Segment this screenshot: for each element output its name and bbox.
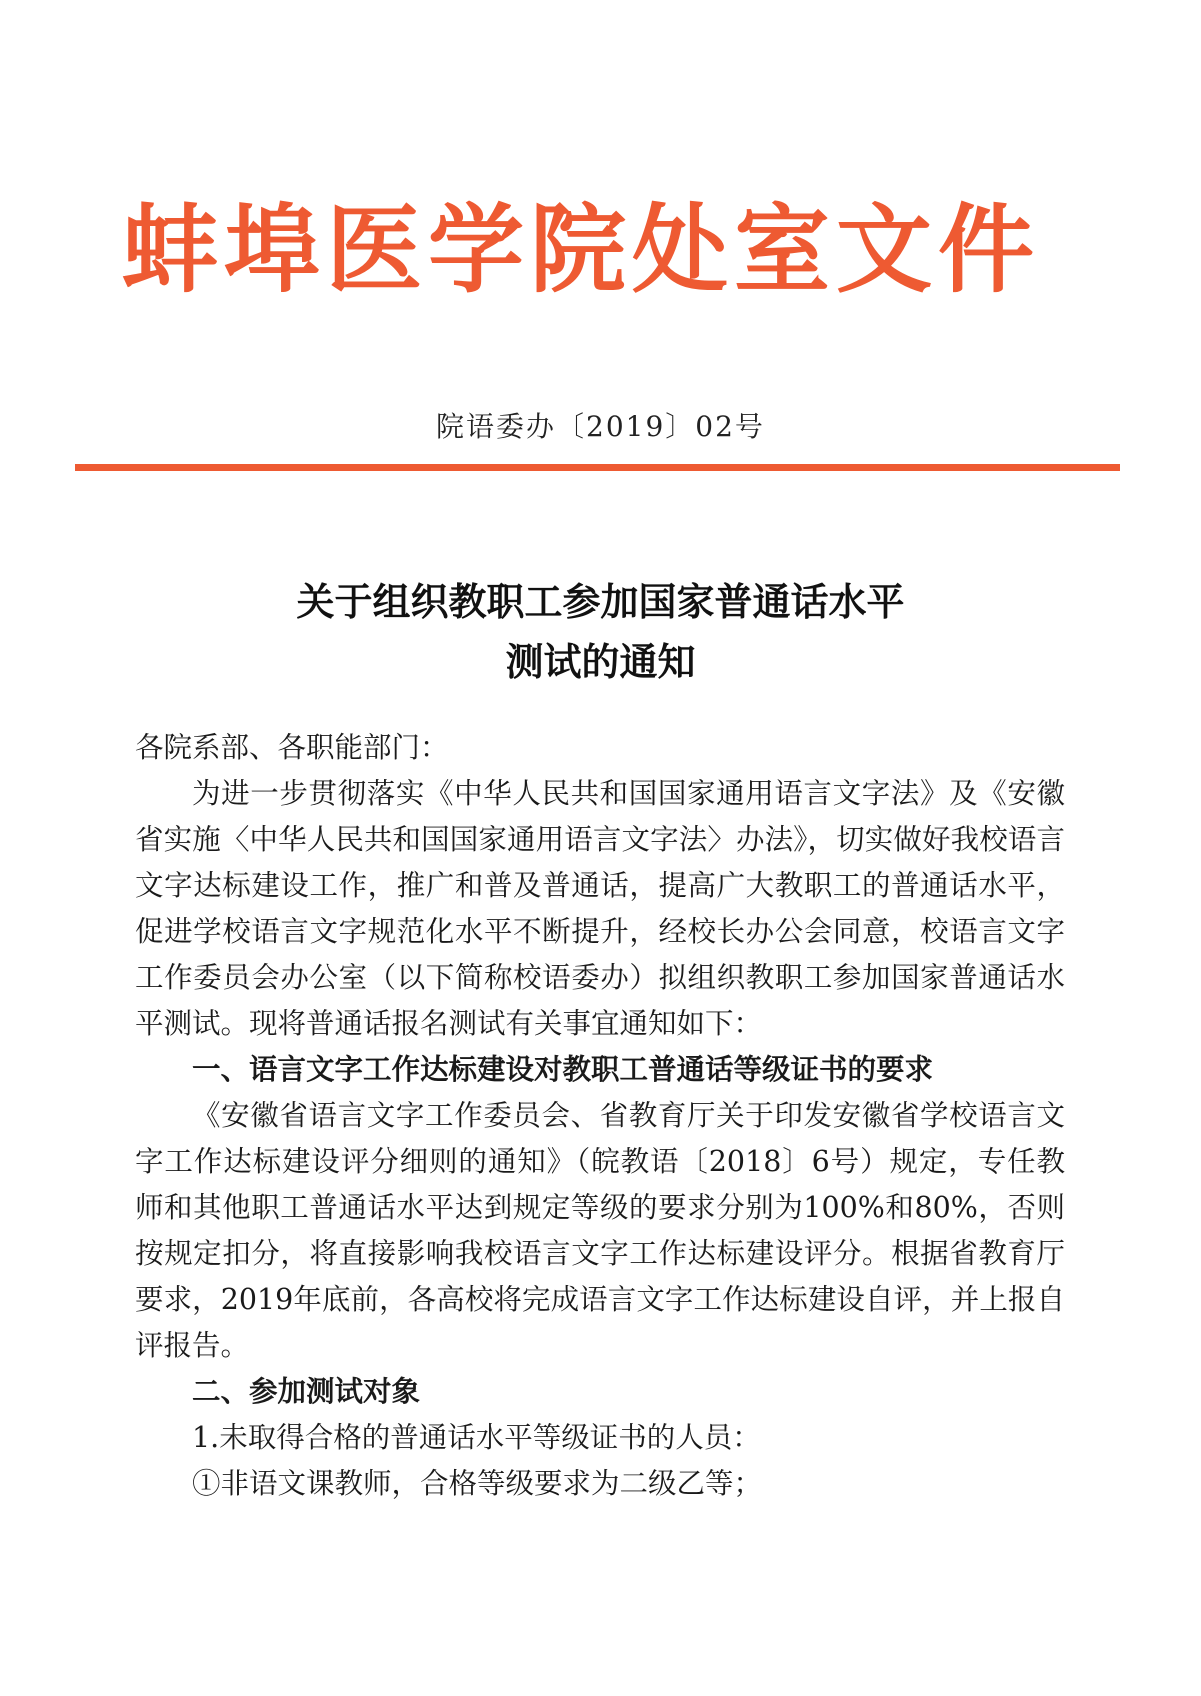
masthead-title: 蚌埠医学院处室文件 xyxy=(122,194,1040,306)
section-heading-1: 一、语言文字工作达标建设对教职工普通话等级证书的要求 xyxy=(192,1053,934,1086)
red-divider-line xyxy=(75,464,1120,471)
document-number: 院语委办〔2019〕02号 xyxy=(436,410,765,443)
list-item-1: 1.未取得合格的普通话水平等级证书的人员： xyxy=(192,1421,761,1454)
list-item-1a: ①非语文课教师，合格等级要求为二级乙等； xyxy=(192,1467,763,1500)
section-1-paragraph: 《安徽省语言文字工作委员会、省教育厅关于印发安徽省学校语言文字工作达标建设评分细则的通知》（皖教语〔2018〕6号）规定，专任教师和其他职工普通话水平达到规定等级的要求分别为100%和80%，否则按规定扣分，将直接影响我校语言文字工作达标建设评分。根据省教育厅要求，2019年底前，各高校将完成语言文字工作达标建设自评，并上报自评报告。 xyxy=(135,1099,1065,1362)
notice-title-line-1: 关于组织教职工参加国家普通话水平 xyxy=(296,580,905,624)
document-body xyxy=(135,725,1065,1507)
section-heading-2: 二、参加测试对象 xyxy=(192,1375,421,1408)
intro-paragraph: 为进一步贯彻落实《中华人民共和国国家通用语言文字法》及《安徽省实施〈中华人民共和国国家通用语言文字法〉办法》，切实做好我校语言文字达标建设工作，推广和普及普通话，提高广大教职工的普通话水平，促进学校语言文字规范化水平不断提升，经校长办公会同意，校语言文字工作委员会办公室（以下简称校语委办）拟组织教职工参加国家普通话水平测试。现将普通话报名测试有关事宜通知如下： xyxy=(135,777,1065,1040)
salutation: 各院系部、各职能部门： xyxy=(135,731,449,764)
notice-title-line-2: 测试的通知 xyxy=(505,640,696,684)
notice-title xyxy=(0,572,1201,692)
